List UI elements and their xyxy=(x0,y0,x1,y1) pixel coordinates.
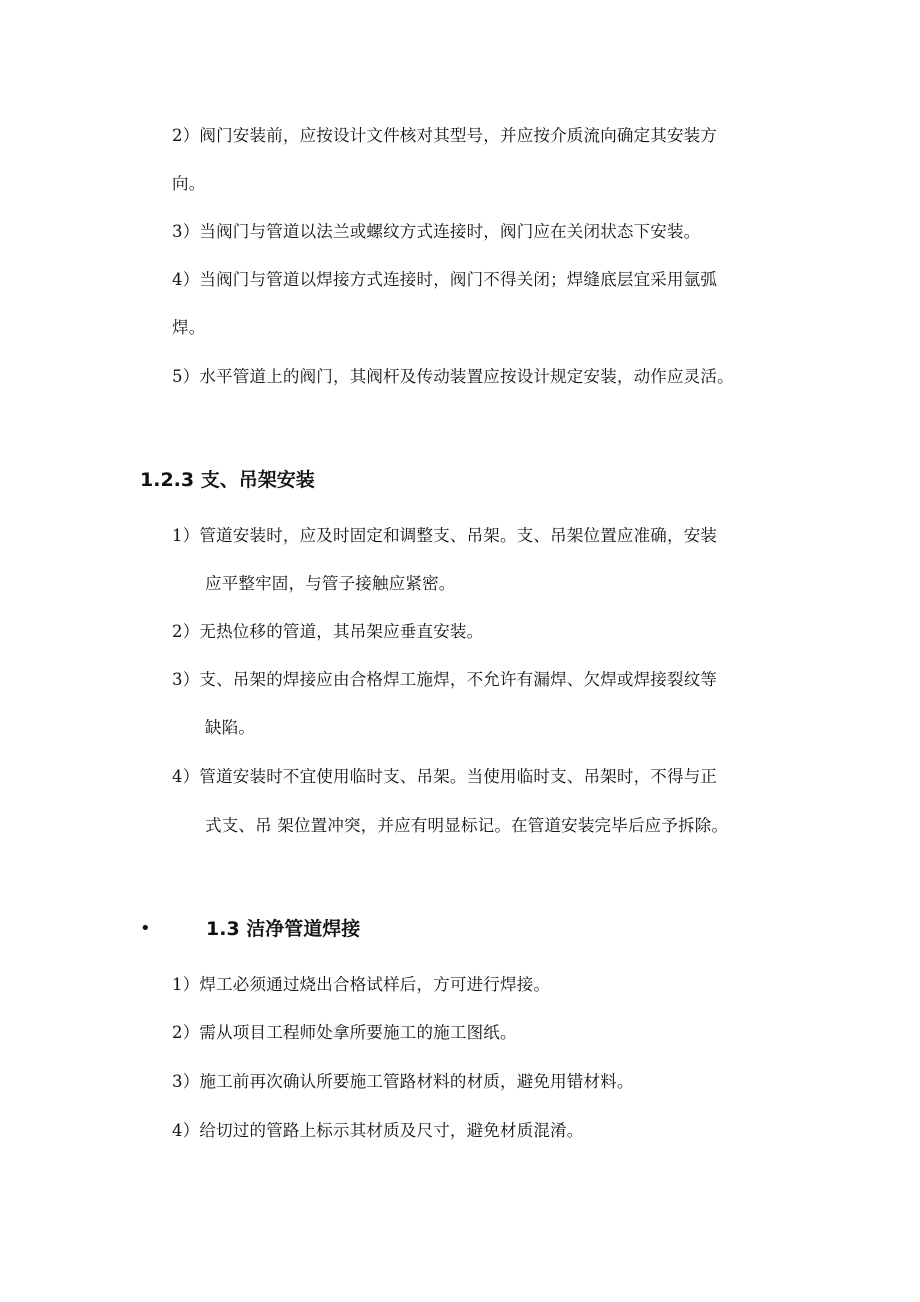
support-item-4-line-1: 4）管道安装时不宜使用临时支、吊架。当使用临时支、吊架时，不得与正 xyxy=(172,767,718,786)
support-item-2: 2）无热位移的管道，其吊架应垂直安装。 xyxy=(172,622,484,641)
welding-item-3: 3）施工前再次确认所要施工管路材料的材质，避免用错材料。 xyxy=(172,1072,634,1091)
valve-item-3: 3）当阀门与管道以法兰或螺纹方式连接时，阀门应在关闭状态下安装。 xyxy=(172,222,701,241)
section-bullet: • xyxy=(140,918,151,939)
welding-item-2: 2）需从项目工程师处拿所要施工的施工图纸。 xyxy=(172,1023,517,1042)
support-item-3-line-2: 缺陷。 xyxy=(205,718,256,737)
section-1-3-heading: 1.3 洁净管道焊接 xyxy=(206,918,361,940)
support-item-4-line-2: 式支、吊 架位置冲突，并应有明显标记。在管道安装完毕后应予拆除。 xyxy=(205,816,729,835)
support-item-1-line-1: 1）管道安装时，应及时固定和调整支、吊架。支、吊架位置应准确，安装 xyxy=(172,526,718,545)
support-item-1-line-2: 应平整牢固，与管子接触应紧密。 xyxy=(205,574,456,593)
valve-item-2-line-2: 向。 xyxy=(172,174,206,193)
welding-item-4: 4）给切过的管路上标示其材质及尺寸，避免材质混淆。 xyxy=(172,1121,584,1140)
valve-item-4-line-1: 4）当阀门与管道以焊接方式连接时，阀门不得关闭；焊缝底层宜采用氩弧 xyxy=(172,270,718,289)
valve-item-4-line-2: 焊。 xyxy=(172,318,206,337)
valve-item-5: 5）水平管道上的阀门，其阀杆及传动装置应按设计规定安装，动作应灵活。 xyxy=(172,367,734,386)
support-item-3-line-1: 3）支、吊架的焊接应由合格焊工施焊，不允许有漏焊、欠焊或焊接裂纹等 xyxy=(172,670,718,689)
section-1-2-3-heading: 1.2.3 支、吊架安装 xyxy=(140,469,315,491)
welding-item-1: 1）焊工必须通过烧出合格试样后，方可进行焊接。 xyxy=(172,975,551,994)
valve-item-2-line-1: 2）阀门安装前，应按设计文件核对其型号，并应按介质流向确定其安装方 xyxy=(172,126,718,145)
